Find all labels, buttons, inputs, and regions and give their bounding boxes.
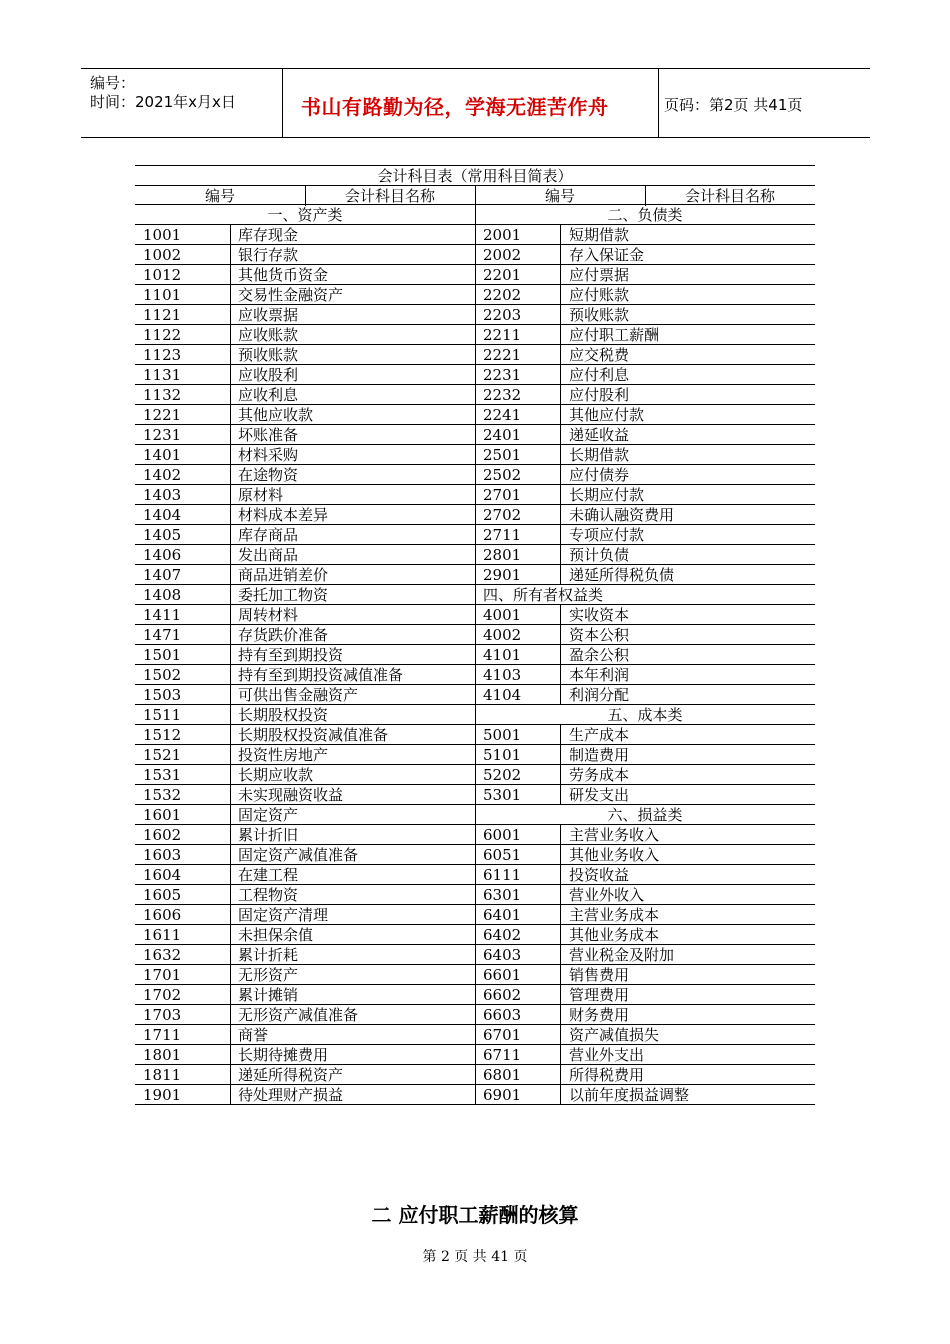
account-code: 1602 <box>143 826 182 844</box>
table-row <box>135 985 815 1005</box>
account-code: 1611 <box>143 926 182 944</box>
account-name: 应付账款 <box>569 286 630 304</box>
account-code: 1122 <box>143 326 182 344</box>
account-code: 2002 <box>483 246 522 264</box>
account-name: 资本公积 <box>569 626 630 644</box>
account-code: 1605 <box>143 886 182 904</box>
col-header-name-right: 会计科目名称 <box>684 187 775 205</box>
table-row <box>135 945 815 965</box>
account-code: 1221 <box>143 406 182 424</box>
account-code: 1411 <box>143 606 182 624</box>
account-code: 2231 <box>483 366 522 384</box>
account-code: 1001 <box>143 226 182 244</box>
account-code: 1123 <box>143 346 182 364</box>
account-code: 2801 <box>483 546 522 564</box>
account-name: 在途物资 <box>238 466 299 484</box>
account-code: 1121 <box>143 306 182 324</box>
account-code: 1632 <box>143 946 182 964</box>
account-name: 其他货币资金 <box>238 266 329 284</box>
account-name: 未实现融资收益 <box>238 786 344 804</box>
account-code: 6602 <box>483 986 522 1004</box>
table-row <box>135 505 815 525</box>
table-row <box>135 385 815 405</box>
account-code: 5101 <box>483 746 522 764</box>
account-name: 专项应付款 <box>569 526 645 544</box>
account-code: 1703 <box>143 1006 182 1024</box>
header-motto: 书山有路勤为径，学海无涯苦作舟 <box>301 95 609 119</box>
account-code: 1606 <box>143 906 182 924</box>
table-row <box>135 405 815 425</box>
table-row <box>135 565 815 585</box>
account-name: 研发支出 <box>569 786 630 804</box>
account-code: 4101 <box>483 646 522 664</box>
col-header-code-left: 编号 <box>204 187 235 205</box>
account-name: 材料采购 <box>238 446 299 464</box>
table-row <box>135 705 815 725</box>
account-name: 预收账款 <box>238 346 299 364</box>
account-name: 其他应付款 <box>569 406 645 424</box>
account-name: 盈余公积 <box>569 646 630 664</box>
account-name: 应付票据 <box>569 266 630 284</box>
account-name: 利润分配 <box>569 686 630 704</box>
table-row <box>135 545 815 565</box>
account-name: 发出商品 <box>238 546 299 564</box>
table-row <box>135 1045 815 1065</box>
account-name: 生产成本 <box>569 726 630 744</box>
account-name: 长期应付款 <box>569 486 645 504</box>
account-name: 无形资产 <box>238 966 299 984</box>
account-code: 4104 <box>483 686 522 704</box>
account-code: 6711 <box>483 1046 522 1064</box>
account-name: 持有至到期投资 <box>238 646 344 664</box>
account-name: 原材料 <box>238 486 284 504</box>
account-code: 1402 <box>143 466 182 484</box>
account-name: 在建工程 <box>238 866 299 884</box>
account-code: 6402 <box>483 926 522 944</box>
account-code: 2901 <box>483 566 522 584</box>
account-code: 6403 <box>483 946 522 964</box>
account-code: 1901 <box>143 1086 182 1104</box>
table-row <box>135 465 815 485</box>
account-name: 应收股利 <box>238 366 299 384</box>
account-name: 库存商品 <box>238 526 299 544</box>
account-code: 6901 <box>483 1086 522 1104</box>
account-code: 6111 <box>483 866 522 884</box>
account-code: 1511 <box>143 706 182 724</box>
account-name: 营业外收入 <box>569 886 645 904</box>
account-code: 2702 <box>483 506 522 524</box>
section-liabilities: 二、负债类 <box>607 206 683 224</box>
account-code: 1405 <box>143 526 182 544</box>
table-row <box>135 325 815 345</box>
account-code: 5301 <box>483 786 522 804</box>
table-row <box>135 805 815 825</box>
table-row <box>135 785 815 805</box>
header-motto-box <box>282 69 659 137</box>
account-code: 1521 <box>143 746 182 764</box>
account-name: 长期股权投资减值准备 <box>238 726 389 744</box>
account-name: 其他应收款 <box>238 406 314 424</box>
table-row <box>135 1025 815 1045</box>
account-name: 固定资产减值准备 <box>238 846 359 864</box>
account-name: 待处理财产损益 <box>238 1086 344 1104</box>
account-name: 未担保余值 <box>238 926 314 944</box>
table-row <box>135 905 815 925</box>
account-name: 存货跌价准备 <box>238 626 329 644</box>
account-name: 交易性金融资产 <box>238 286 344 304</box>
account-name: 应付债券 <box>569 466 630 484</box>
account-name: 材料成本差异 <box>238 506 329 524</box>
account-name: 投资性房地产 <box>238 746 329 764</box>
account-name: 短期借款 <box>569 226 630 244</box>
account-name: 实收资本 <box>569 606 630 624</box>
account-name: 可供出售金融资产 <box>238 686 359 704</box>
account-code: 1531 <box>143 766 182 784</box>
section-heading: 二 应付职工薪酬的核算 <box>371 1203 579 1227</box>
table-row <box>135 685 815 705</box>
table-body <box>135 225 815 1105</box>
account-code: 4001 <box>483 606 522 624</box>
account-code: 2232 <box>483 386 522 404</box>
account-name: 商誉 <box>238 1026 269 1044</box>
account-code: 2202 <box>483 286 522 304</box>
account-code: 1701 <box>143 966 182 984</box>
account-code: 1401 <box>143 446 182 464</box>
section-row <box>135 205 815 225</box>
table-row <box>135 1005 815 1025</box>
account-name: 劳务成本 <box>569 766 630 784</box>
table-header-row <box>135 185 815 205</box>
account-name: 无形资产减值准备 <box>238 1006 359 1024</box>
account-name: 以前年度损益调整 <box>569 1086 690 1104</box>
account-name: 资产减值损失 <box>569 1026 660 1044</box>
account-code: 2203 <box>483 306 522 324</box>
account-name: 管理费用 <box>569 986 630 1004</box>
account-code: 1501 <box>143 646 182 664</box>
account-code: 1403 <box>143 486 182 504</box>
account-name: 固定资产 <box>238 806 299 824</box>
account-name: 长期待摊费用 <box>238 1046 329 1064</box>
account-code: 1512 <box>143 726 182 744</box>
table-row <box>135 965 815 985</box>
account-code: 2401 <box>483 426 522 444</box>
account-code: 1471 <box>143 626 182 644</box>
account-code: 1702 <box>143 986 182 1004</box>
section-assets: 一、资产类 <box>267 206 343 224</box>
account-name: 应收账款 <box>238 326 299 344</box>
account-name: 递延收益 <box>569 426 630 444</box>
account-code: 6601 <box>483 966 522 984</box>
account-name: 主营业务成本 <box>569 906 660 924</box>
account-code: 1601 <box>143 806 182 824</box>
table-row <box>135 725 815 745</box>
table-row <box>135 445 815 465</box>
account-name: 存入保证金 <box>569 246 645 264</box>
table-row <box>135 1085 815 1105</box>
account-code: 2241 <box>483 406 522 424</box>
account-code: 6701 <box>483 1026 522 1044</box>
account-name: 销售费用 <box>569 966 630 984</box>
account-code: 4103 <box>483 666 522 684</box>
account-name: 长期应收款 <box>238 766 314 784</box>
account-name: 累计摊销 <box>238 986 299 1004</box>
account-code: 5001 <box>483 726 522 744</box>
account-code: 6801 <box>483 1066 522 1084</box>
table-row <box>135 425 815 445</box>
account-code: 2711 <box>483 526 522 544</box>
account-name: 坏账准备 <box>238 426 299 444</box>
account-name: 制造费用 <box>569 746 630 764</box>
account-code: 4002 <box>483 626 522 644</box>
table-row <box>135 645 815 665</box>
account-name: 工程物资 <box>238 886 299 904</box>
table-row <box>135 485 815 505</box>
account-name: 应交税费 <box>569 346 630 364</box>
table-row <box>135 625 815 645</box>
account-name: 固定资产清理 <box>238 906 329 924</box>
account-code: 5202 <box>483 766 522 784</box>
table-row <box>135 1065 815 1085</box>
table-row <box>135 765 815 785</box>
table-row <box>135 585 815 605</box>
table-row <box>135 745 815 765</box>
account-code: 1101 <box>143 286 182 304</box>
table-row <box>135 285 815 305</box>
account-code: 1002 <box>143 246 182 264</box>
account-name: 累计折耗 <box>238 946 299 964</box>
account-name: 递延所得税资产 <box>238 1066 344 1084</box>
account-code: 1801 <box>143 1046 182 1064</box>
account-name: 财务费用 <box>569 1006 630 1024</box>
table-row <box>135 365 815 385</box>
account-name: 本年利润 <box>569 666 630 684</box>
account-name: 应收票据 <box>238 306 299 324</box>
account-code: 1811 <box>143 1066 182 1084</box>
account-name: 商品进销差价 <box>238 566 329 584</box>
account-name: 所得税费用 <box>569 1066 645 1084</box>
account-name: 投资收益 <box>569 866 630 884</box>
table-row <box>135 265 815 285</box>
account-name: 应付职工薪酬 <box>569 326 660 344</box>
account-code: 2201 <box>483 266 522 284</box>
account-code: 1407 <box>143 566 182 584</box>
table-title: 会计科目表（常用科目简表） <box>135 165 815 185</box>
account-name: 长期股权投资 <box>238 706 329 724</box>
account-name: 委托加工物资 <box>238 586 329 604</box>
account-code: 1604 <box>143 866 182 884</box>
time-label: 时间：2021年x月x日 <box>90 93 236 111</box>
header-meta <box>81 69 281 137</box>
section-label: 四、所有者权益类 <box>483 586 604 604</box>
account-code: 2221 <box>483 346 522 364</box>
account-name: 库存现金 <box>238 226 299 244</box>
account-name: 长期借款 <box>569 446 630 464</box>
accounts-table <box>135 165 815 1105</box>
col-header-code-right: 编号 <box>544 187 575 205</box>
account-name: 周转材料 <box>238 606 299 624</box>
account-code: 2001 <box>483 226 522 244</box>
table-row <box>135 885 815 905</box>
account-code: 6401 <box>483 906 522 924</box>
account-name: 持有至到期投资减值准备 <box>238 666 404 684</box>
table-row <box>135 825 815 845</box>
account-code: 1503 <box>143 686 182 704</box>
page-code: 页码：第2页 共41页 <box>664 96 803 114</box>
table-row <box>135 525 815 545</box>
account-name: 主营业务收入 <box>569 826 660 844</box>
account-name: 银行存款 <box>238 246 299 264</box>
table-row <box>135 665 815 685</box>
section-label: 六、损益类 <box>607 806 683 824</box>
table-row <box>135 225 815 245</box>
account-name: 营业外支出 <box>569 1046 645 1064</box>
table-row <box>135 345 815 365</box>
account-code: 1406 <box>143 546 182 564</box>
account-code: 1012 <box>143 266 182 284</box>
account-name: 递延所得税负债 <box>569 566 675 584</box>
account-name: 预计负债 <box>569 546 630 564</box>
account-name: 其他业务成本 <box>569 926 660 944</box>
account-name: 未确认融资费用 <box>569 506 675 524</box>
account-code: 1131 <box>143 366 182 384</box>
account-code: 1711 <box>143 1026 182 1044</box>
account-code: 2501 <box>483 446 522 464</box>
account-name: 其他业务收入 <box>569 846 660 864</box>
account-name: 应付利息 <box>569 366 630 384</box>
account-code: 1404 <box>143 506 182 524</box>
table-row <box>135 865 815 885</box>
account-code: 1532 <box>143 786 182 804</box>
account-code: 1132 <box>143 386 182 404</box>
account-code: 1603 <box>143 846 182 864</box>
account-code: 1408 <box>143 586 182 604</box>
page-footer: 第 2 页 共 41 页 <box>422 1249 528 1265</box>
section-label: 五、成本类 <box>607 706 683 724</box>
account-code: 6051 <box>483 846 522 864</box>
account-code: 2701 <box>483 486 522 504</box>
account-name: 营业税金及附加 <box>569 946 675 964</box>
page-header <box>81 68 870 138</box>
col-header-name-left: 会计科目名称 <box>344 187 435 205</box>
account-code: 1502 <box>143 666 182 684</box>
account-code: 6001 <box>483 826 522 844</box>
number-label: 编号： <box>90 74 136 92</box>
table-row <box>135 605 815 625</box>
table-row <box>135 305 815 325</box>
account-name: 累计折旧 <box>238 826 299 844</box>
account-code: 1231 <box>143 426 182 444</box>
account-name: 应付股利 <box>569 386 630 404</box>
table-row <box>135 845 815 865</box>
table-row <box>135 245 815 265</box>
account-code: 6603 <box>483 1006 522 1024</box>
account-name: 应收利息 <box>238 386 299 404</box>
account-code: 6301 <box>483 886 522 904</box>
account-name: 预收账款 <box>569 306 630 324</box>
table-row <box>135 925 815 945</box>
account-code: 2502 <box>483 466 522 484</box>
account-code: 2211 <box>483 326 522 344</box>
